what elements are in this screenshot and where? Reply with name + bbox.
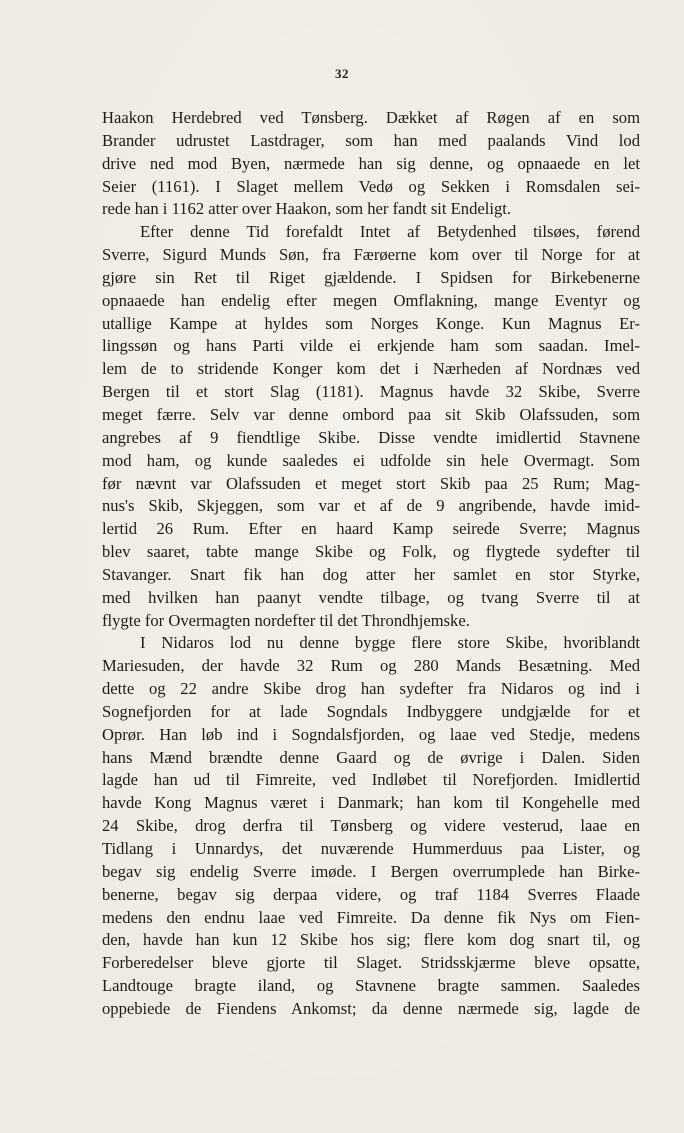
body-text <box>102 107 640 1021</box>
text-line: Stavanger. Snart fik han dog atter her samlet en stor Styrke, <box>102 564 640 584</box>
text-line: Tidlang i Unnardys, det nuværende Hummerduus paa Lister, og <box>102 839 640 858</box>
text-line: blev saaret, tabte mange Skibe og Folk, og flygtede sydefter til <box>102 542 640 562</box>
text-line: mod ham, og kunde saaledes ei udfolde sin hele Overmagt. Som <box>102 450 640 470</box>
text-line: I Nidaros lod nu denne bygge flere store Skibe, hvoriblandt <box>140 633 640 653</box>
text-line: Brander udrustet Lastdrager, som han med paalands Vind lod <box>102 130 640 150</box>
text-line: Seier (1161). I Slaget mellem Vedø og Sekken i Romsdalen sei- <box>102 176 640 196</box>
text-line: lagde han ud til Fimreite, ved Indløbet til Norefjorden. Imidlertid <box>102 770 640 790</box>
paragraph <box>102 107 640 221</box>
text-line: Bergen til et stort Slag (1181). Magnus havde 32 Skibe, Sverre <box>102 382 640 402</box>
text-line: lingssøn og hans Parti vilde ei erkjende ham som saadan. Imel- <box>102 336 640 356</box>
text-line: hans Mænd brændte denne Gaard og de øvrige i Dalen. Siden <box>102 747 640 767</box>
text-line: nus's Skib, Skjeggen, som var et af de 9 angribende, havde imid- <box>102 496 640 516</box>
text-line: Sognefjorden for at lade Sogndals Indbyggere undgjælde for et <box>102 701 640 721</box>
text-line: rede han i 1162 atter over Haakon, som her fandt sit Endeligt. <box>102 199 512 219</box>
text-line: begav sig endelig Sverre imøde. I Bergen overrumplede han Birke- <box>102 861 640 881</box>
text-line: flygte for Overmagten nordefter til det Throndhjemske. <box>102 610 470 630</box>
text-line: gjøre sin Ret til Riget gjældende. I Spidsen for Birkebenerne <box>102 267 640 287</box>
text-line: meget færre. Selv var denne ombord paa sit Skib Olafssuden, som <box>102 404 640 424</box>
text-line: oppebiede de Fiendens Ankomst; da denne nærmede sig, lagde de <box>102 998 640 1018</box>
text-line: Efter denne Tid forefaldt Intet af Betydenhed tilsøes, førend <box>140 222 640 242</box>
text-line: Sverre, Sigurd Munds Søn, fra Færøerne kom over til Norge for at <box>102 245 640 265</box>
text-line: medens den endnu laae ved Fimreite. Da denne fik Nys om Fien- <box>102 907 640 927</box>
page-number: 32 <box>335 66 349 81</box>
text-line: lertid 26 Rum. Efter en haard Kamp seirede Sverre; Magnus <box>102 519 640 539</box>
text-line: Haakon Herdebred ved Tønsberg. Dækket af Røgen af en som <box>102 108 640 127</box>
text-line: Mariesuden, der havde 32 Rum og 280 Mands Besætning. Med <box>102 656 640 676</box>
text-line: drive ned mod Byen, nærmede han sig denne, og opnaaede en let <box>102 153 640 173</box>
text-line: Landtouge bragte iland, og Stavnene bragte sammen. Saaledes <box>102 976 640 996</box>
text-line: benerne, begav sig derpaa videre, og traf 1184 Sverres Flaade <box>102 884 640 904</box>
paragraph <box>102 221 640 632</box>
text-line: dette og 22 andre Skibe drog han sydefter fra Nidaros og ind i <box>102 679 640 699</box>
text-line: den, havde han kun 12 Skibe hos sig; flere kom dog snart til, og <box>102 930 640 950</box>
text-line: angrebes af 9 fiendtlige Skibe. Disse vendte imidlertid Stavnene <box>102 427 640 447</box>
text-line: med hvilken han paanyt vendte tilbage, og tvang Sverre til at <box>102 587 640 607</box>
text-line: lem de to stridende Konger kom det i Nærheden af Nordnæs ved <box>102 359 640 379</box>
text-line: utallige Kampe at hyldes som Norges Konge. Kun Magnus Er- <box>102 313 640 333</box>
text-line: opnaaede han endelig efter megen Omflakning, mange Eventyr og <box>102 290 640 310</box>
text-line: havde Kong Magnus været i Danmark; han kom til Kongehelle med <box>102 793 640 813</box>
text-line: Forberedelser bleve gjorte til Slaget. Stridsskjærme bleve opsatte, <box>102 953 640 973</box>
text-line: Oprør. Han løb ind i Sogndalsfjorden, og laae ved Stedje, medens <box>102 724 640 744</box>
paragraph <box>102 632 640 1020</box>
text-line: 24 Skibe, drog derfra til Tønsberg og videre vesterud, laae en <box>102 816 640 836</box>
text-line: før nævnt var Olafssuden et meget stort Skib paa 25 Rum; Mag- <box>102 473 640 493</box>
